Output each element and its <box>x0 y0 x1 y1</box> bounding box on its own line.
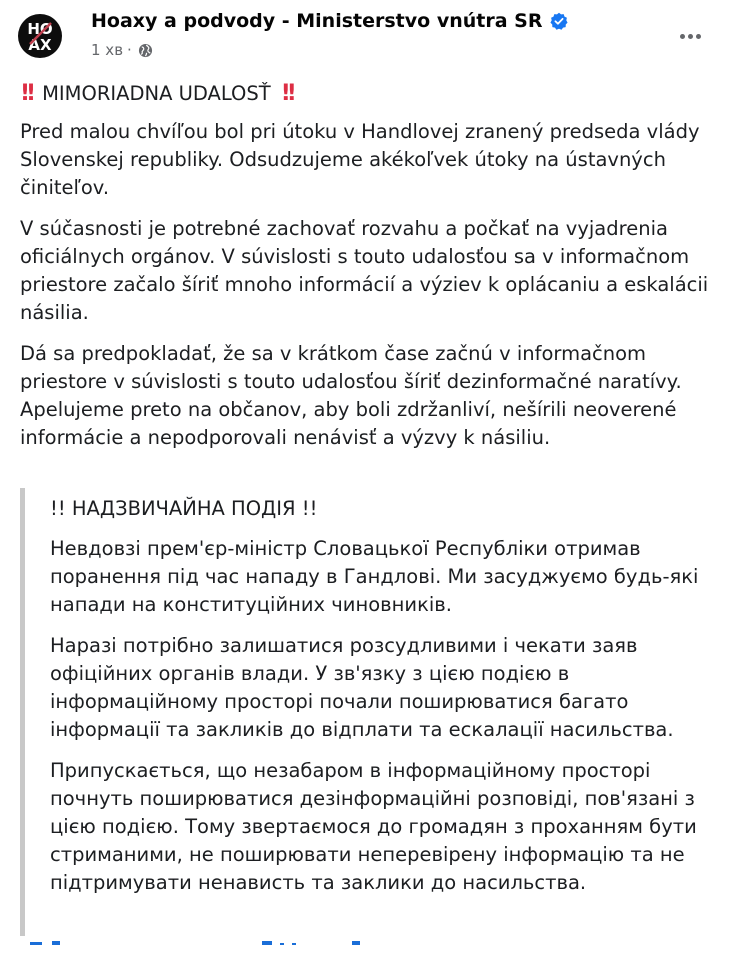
svg-text:AX: AX <box>28 36 52 54</box>
post-body <box>20 80 725 465</box>
verified-badge-icon <box>550 12 568 30</box>
more-options-icon <box>680 34 685 39</box>
clipped-link-glyphs <box>30 938 390 948</box>
post-header <box>0 0 740 75</box>
more-dot <box>688 34 693 39</box>
translation-title: !! НАДЗВИЧАЙНА ПОДІЯ !! <box>50 497 318 520</box>
double-exclamation-icon: !! <box>20 81 33 106</box>
post-paragraph: Pred malou chvíľou bol pri útoku v Handlovej zranený predseda vlády Slovenskej republiky. Odsudzujeme akékoľvek útoky na ústavných činiteľov. <box>20 120 700 199</box>
translation-paragraph: Припускається, що незабаром в інформаційному просторі почнуть поширюватися дезінформаційні розповіді, пов'язані з цією подією. Тому звертаємося до громадян з проханням бути стриманими, не поширювати неперевірену інформацію та не підтримувати ненависть та заклики до насильства. <box>50 759 697 894</box>
page-name[interactable] <box>91 10 568 32</box>
translation-quote <box>20 488 720 936</box>
translation-paragraph: Наразі потрібно залишатися розсудливими і чекати заяв офіційних органів влади. У зв'язку з цією подією в інформаційному просторі почали поширюватися багато інформації та закликів до відплати та ескалації насильства. <box>50 634 674 741</box>
translation-paragraph: Невдовзі прем'єр-міністр Словацької Республіки отримав поранення під час нападу в Гандлові. Ми засуджуємо будь-які напади на конституційних чиновників. <box>50 537 699 616</box>
more-dot <box>696 34 701 39</box>
page-avatar[interactable] <box>18 14 62 58</box>
svg-text:HO: HO <box>27 20 53 38</box>
meta-separator: · <box>127 41 132 59</box>
headline-text: MIMORIADNA UDALOSŤ <box>42 82 271 105</box>
more-options-button[interactable] <box>672 22 708 50</box>
hoax-logo-icon <box>18 14 62 58</box>
post-paragraph: V súčasnosti je potrebné zachovať rozvahu a počkať na vyjadrenia oficiálnych orgánov. V súvislosti s touto udalosťou sa v informačnom priestore začalo šíriť mnoho informácií a výziev k oplácaniu a eskalácii násilia. <box>20 217 709 324</box>
post-headline <box>20 80 725 108</box>
post-timestamp[interactable]: 1 хв <box>91 41 124 59</box>
translation-link-clipped[interactable] <box>30 930 390 958</box>
globe-icon <box>138 43 153 58</box>
post-paragraph: Dá sa predpokladať, že sa v krátkom čase začnú v informačnom priestore v súvislosti s touto udalosťou šíriť dezinformačné naratívy. Apelujeme preto na občanov, aby boli zdržanliví, nešírili neoverené informácie a nepodporovali nenávisť a výzvy k násiliu. <box>20 342 682 449</box>
double-exclamation-icon: !! <box>280 81 293 106</box>
page-name-text[interactable]: Hoaxy a podvody - Ministerstvo vnútra SR <box>91 10 543 32</box>
post-meta <box>91 41 153 59</box>
